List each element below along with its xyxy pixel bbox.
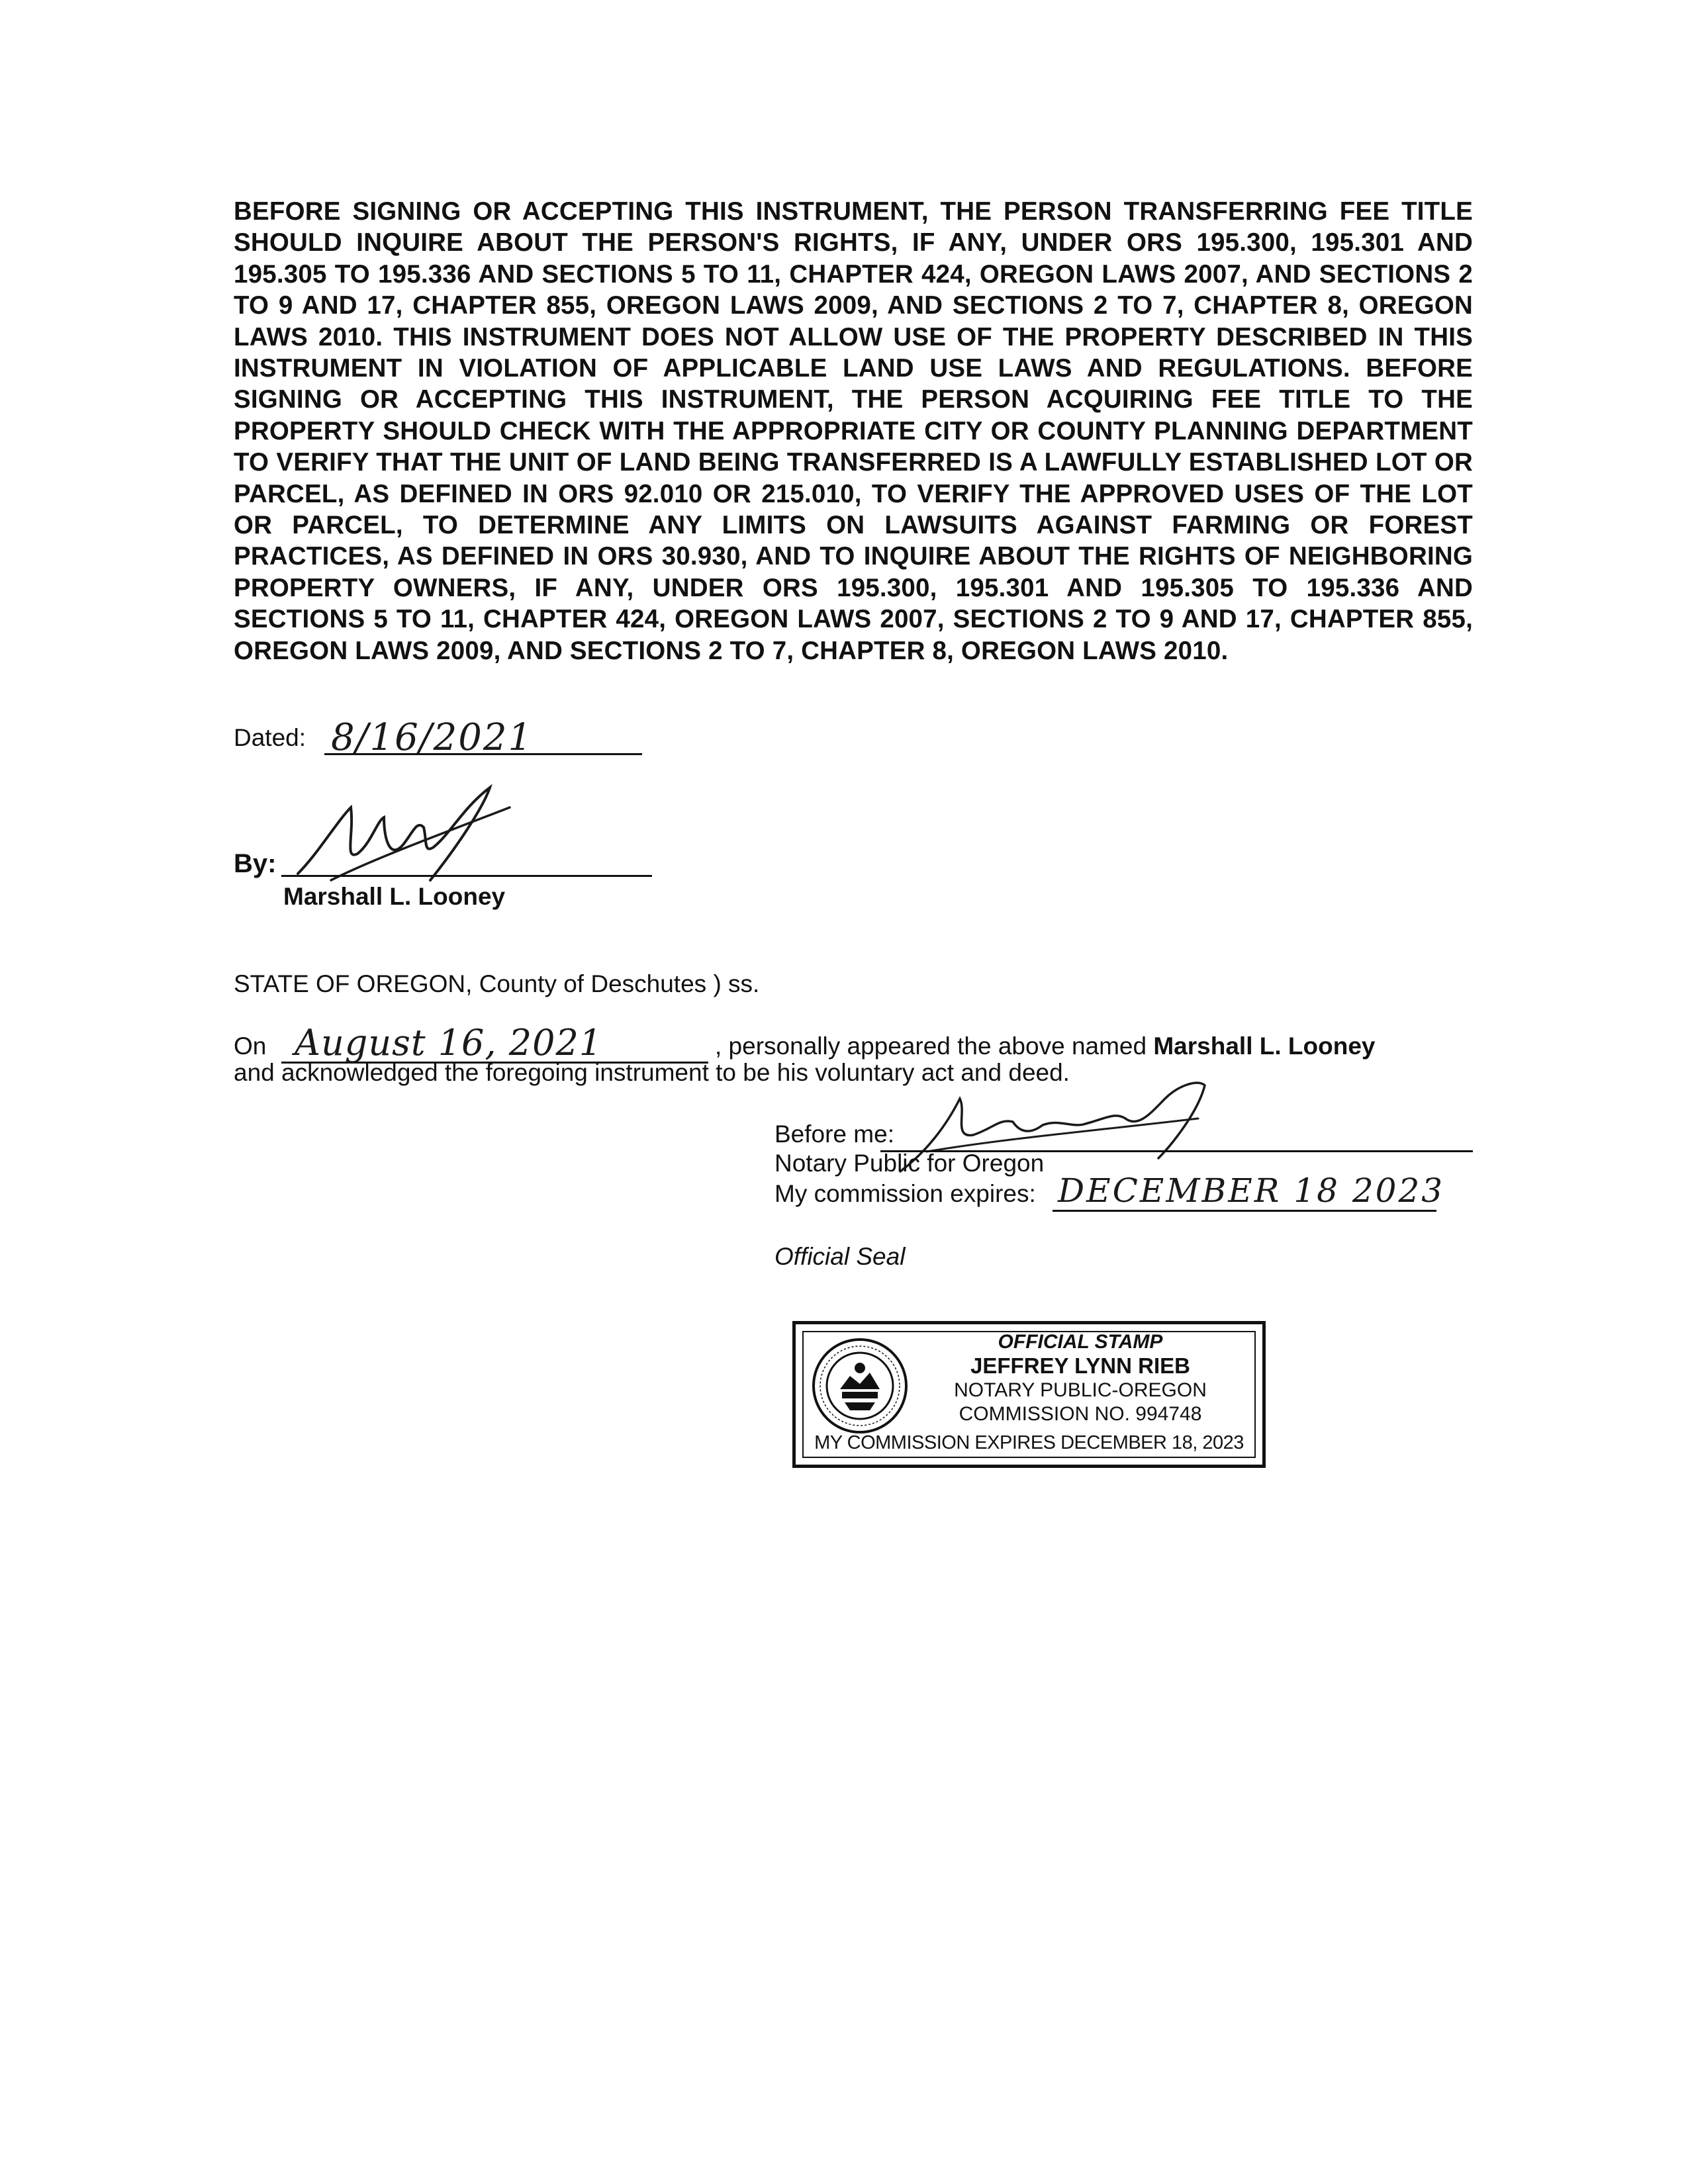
stamp-notary-title: NOTARY PUBLIC-OREGON (954, 1379, 1207, 1401)
commission-expires-label: My commission expires: (774, 1180, 1036, 1207)
notary-title: Notary Public for Oregon (774, 1150, 1045, 1177)
land-use-disclaimer: BEFORE SIGNING OR ACCEPTING THIS INSTRUMENT, THE PERSON TRANSFERRING FEE TITLE SHOULD INQUIRE ABOUT THE PERSON'S RIGHTS, IF ANY, UNDER ORS 195.300, 195.301 AND 195.305 TO 195.336 AND SECTIONS 5 TO 11, CHAPTER 424, OREGON LAWS 2007, AND SECTIONS 2 TO 9 AND 17, CHAPTER 855, OREGON LAWS 2009, AND SECTIONS 2 TO 7, CHAPTER 8, OREGON LAWS 2010. THIS INSTRUMENT DOES NOT ALLOW USE OF THE PROPERTY DESCRIBED IN THIS INSTRUMENT IN VIOLATION OF APPLICABLE LAND USE LAWS AND REGULATIONS. BEFORE SIGNING OR ACCEPTING THIS INSTRUMENT, THE PERSON ACQUIRING FEE TITLE TO THE PROPERTY SHOULD CHECK WITH THE APPROPRIATE CITY OR COUNTY PLANNING DEPARTMENT TO VERIFY THAT THE UNIT OF LAND BEING TRANSFERRED IS A LAWFULLY ESTABLISHED LOT OR PARCEL, AS DEFINED IN ORS 92.010 OR 215.010, TO VERIFY THE APPROVED USES OF THE LOT OR PARCEL, TO DETERMINE ANY LIMITS ON LAWSUITS AGAINST FARMING OR FOREST PRACTICES, AS DEFINED IN ORS 30.930, AND TO INQUIRE ABOUT THE RIGHTS OF NEIGHBORING PROPERTY OWNERS, IF ANY, UNDER ORS 195.300, 195.301 AND 195.305 TO 195.336 AND SECTIONS 5 TO 11, CHAPTER 424, OREGON LAWS 2007, SECTIONS 2 TO 9 AND 17, CHAPTER 855, OREGON LAWS 2009, AND SECTIONS 2 TO 7, CHAPTER 8, OREGON LAWS 2010. (234, 197, 1473, 665)
acknowledgment-date: August 16, 2021 (295, 1022, 603, 1064)
dated-label: Dated: (234, 724, 306, 751)
dated-value: 8/16/2021 (331, 716, 534, 759)
grantor-signature-icon (291, 781, 530, 887)
by-label: By: (234, 849, 277, 878)
official-seal-caption: Official Seal (774, 1243, 906, 1270)
stamp-heading: OFFICIAL STAMP (998, 1331, 1163, 1353)
official-notary-stamp (792, 1321, 1266, 1468)
signer-name: Marshall L. Looney (283, 883, 506, 910)
stamp-notary-name: JEFFREY LYNN RIEB (970, 1353, 1190, 1378)
signature-underline (281, 875, 652, 877)
stamp-expiration: MY COMMISSION EXPIRES DECEMBER 18, 2023 (814, 1432, 1244, 1453)
stamp-commission-number: COMMISSION NO. 994748 (959, 1403, 1202, 1425)
acknowledgment-text: and acknowledged the foregoing instrument to be his voluntary act and deed. (234, 1059, 1070, 1086)
stamp-text-block (915, 1331, 1246, 1426)
commission-underline (1053, 1210, 1436, 1212)
commission-expires-value: DECEMBER 18 2023 (1058, 1171, 1445, 1210)
state-county-line: STATE OF OREGON, County of Deschutes ) ss. (234, 970, 760, 997)
before-me-label: Before me: (774, 1120, 894, 1148)
on-label: On (234, 1032, 267, 1060)
appeared-phrase: , personally appeared the above named (715, 1032, 1147, 1060)
appeared-name: Marshall L. Looney (1153, 1032, 1376, 1060)
appeared-text (715, 1032, 1375, 1060)
state-seal-icon (810, 1336, 910, 1435)
